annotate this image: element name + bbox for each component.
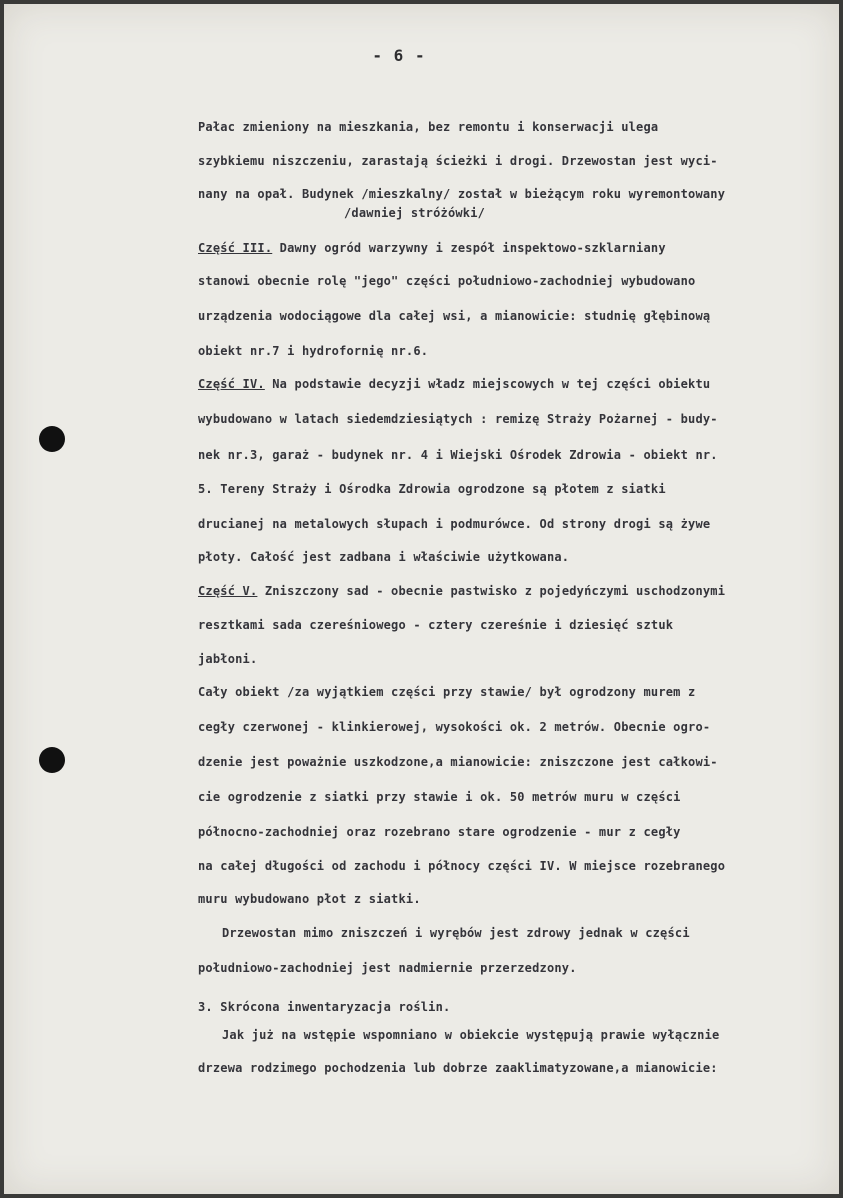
text-line: jabłoni. <box>198 652 258 666</box>
text-line: Drzewostan mimo zniszczeń i wyrębów jest zdrowy jednak w części <box>222 926 690 940</box>
subheading-line: 3. Skrócona inwentaryzacja roślin. <box>198 1000 451 1014</box>
text-line: drucianej na metalowych słupach i podmurówce. Od strony drogi są żywe <box>198 517 711 531</box>
binder-hole-bottom <box>39 747 65 773</box>
text-line: szybkiemu niszczeniu, zarastają ścieżki i drogi. Drzewostan jest wyci- <box>198 154 718 168</box>
text-line: Pałac zmieniony na mieszkania, bez remontu i konserwacji ulega <box>198 120 659 134</box>
section-heading: Część IV. <box>198 377 265 391</box>
text-line: /dawniej stróżówki/ <box>344 206 486 220</box>
text-line: południowo-zachodniej jest nadmiernie przerzedzony. <box>198 961 577 975</box>
text-line: obiekt nr.7 i hydrofornię nr.6. <box>198 344 429 358</box>
text-line: cie ogrodzenie z siatki przy stawie i ok. 50 metrów muru w części <box>198 790 681 804</box>
binder-hole-top <box>39 426 65 452</box>
text-line: wybudowano w latach siedemdziesiątych : remizę Straży Pożarnej - budy- <box>198 412 718 426</box>
document-page <box>4 4 839 1194</box>
text-line: nek nr.3, garaż - budynek nr. 4 i Wiejski Ośrodek Zdrowia - obiekt nr. <box>198 448 718 462</box>
text-line: resztkami sada czereśniowego - cztery czereśnie i dziesięć sztuk <box>198 618 674 632</box>
text-line: Cały obiekt /za wyjątkiem części przy stawie/ był ogrodzony murem z <box>198 685 696 699</box>
text-line: urządzenia wodociągowe dla całej wsi, a mianowicie: studnię głębinową <box>198 309 711 323</box>
text-line: nany na opał. Budynek /mieszkalny/ został w bieżącym roku wyremontowany <box>198 187 726 201</box>
section-heading: Część III. <box>198 241 273 255</box>
section-paragraph-start: Część V. Zniszczony sad - obecnie pastwisko z pojedyńczymi uschodzonymi <box>198 584 726 598</box>
text-line: płoty. Całość jest zadbana i właściwie użytkowana. <box>198 550 570 564</box>
text-line: na całej długości od zachodu i północy części IV. W miejsce rozebranego <box>198 859 726 873</box>
text-line: Jak już na wstępie wspomniano w obiekcie występują prawie wyłącznie <box>222 1028 720 1042</box>
section-heading: Część V. <box>198 584 258 598</box>
page-number: - 6 - <box>372 46 426 65</box>
text-line: muru wybudowano płot z siatki. <box>198 892 421 906</box>
text-line: dzenie jest poważnie uszkodzone,a mianowicie: zniszczone jest całkowi- <box>198 755 718 769</box>
section-paragraph-start: Część IV. Na podstawie decyzji władz miejscowych w tej części obiektu <box>198 377 711 391</box>
text-line: 5. Tereny Straży i Ośrodka Zdrowia ogrodzone są płotem z siatki <box>198 482 666 496</box>
text-line: północno-zachodniej oraz rozebrano stare ogrodzenie - mur z cegły <box>198 825 681 839</box>
text-line: cegły czerwonej - klinkierowej, wysokości ok. 2 metrów. Obecnie ogro- <box>198 720 711 734</box>
section-paragraph-start: Część III. Dawny ogród warzywny i zespół inspektowo-szklarniany <box>198 241 666 255</box>
text-line: drzewa rodzimego pochodzenia lub dobrze zaaklimatyzowane,a mianowicie: <box>198 1061 718 1075</box>
text-line: stanowi obecnie rolę "jego" części południowo-zachodniej wybudowano <box>198 274 696 288</box>
